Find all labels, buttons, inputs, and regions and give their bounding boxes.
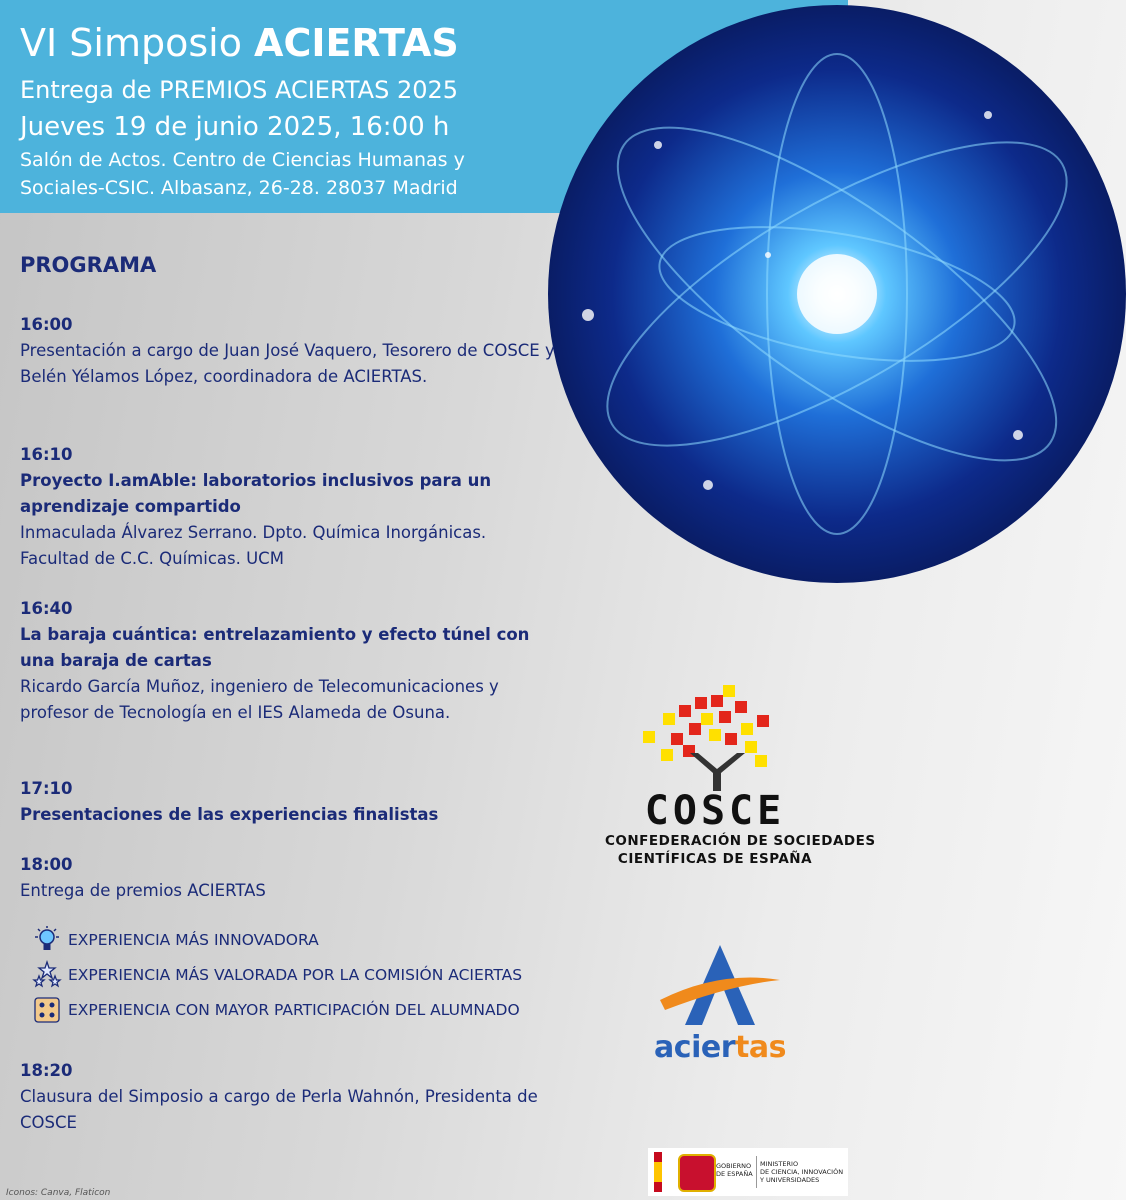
cosce-logo: [605, 683, 876, 883]
item-time: 16:00: [20, 315, 73, 334]
award-label: EXPERIENCIA MÁS VALORADA POR LA COMISIÓN ACIERTAS: [68, 965, 523, 984]
program-heading: PROGRAMA: [20, 253, 157, 277]
cosce-tree-graphic: [605, 683, 825, 793]
award-item: [32, 922, 602, 957]
group-icon: [32, 995, 62, 1025]
item-text: Inmaculada Álvarez Serrano. Dpto. Química Inorgánicas. Facultad de C.C. Químicas. UCM: [20, 523, 487, 568]
event-title: VI Simposio ACIERTAS: [20, 21, 459, 65]
program-item-1: [20, 312, 560, 390]
government-logo: [648, 1148, 848, 1196]
atom-image: [548, 5, 1126, 583]
ministry-label: MINISTERIO DE CIENCIA, INNOVACIÓN Y UNIVERSIDADES: [760, 1160, 844, 1184]
item-text: Clausura del Simposio a cargo de Perla Wahnón, Presidenta de COSCE: [20, 1087, 538, 1132]
item-title: Presentaciones de las experiencias finalistas: [20, 805, 439, 824]
item-text: Presentación a cargo de Juan José Vaquero, Tesorero de COSCE y Belén Yélamos López, coordinadora de ACIERTAS.: [20, 341, 555, 386]
gov-label: GOBIERNO DE ESPAÑA: [716, 1162, 753, 1178]
program-item-2: [20, 442, 560, 572]
icon-credit: Iconos: Canva, Flaticon: [6, 1188, 111, 1198]
aciertas-wordmark: aciertas: [654, 1030, 786, 1065]
award-item: [32, 992, 602, 1027]
stars-icon: [32, 960, 62, 990]
item-time: 18:00: [20, 855, 73, 874]
spain-flag-bar: [654, 1152, 662, 1192]
item-time: 17:10: [20, 779, 73, 798]
atom-orbits-graphic: [548, 5, 1126, 583]
item-title: La baraja cuántica: entrelazamiento y efecto túnel con una baraja de cartas: [20, 625, 530, 670]
program-item-4: [20, 776, 560, 828]
award-label: EXPERIENCIA CON MAYOR PARTICIPACIÓN DEL ALUMNADO: [68, 1000, 520, 1019]
event-date: Jueves 19 de junio 2025, 16:00 h: [20, 112, 450, 142]
program-item-6: [20, 1058, 560, 1136]
event-venue: Salón de Actos. Centro de Ciencias Humanas y Sociales-CSIC. Albasanz, 26-28. 28037 Madrid: [20, 149, 465, 199]
aciertas-a-graphic: [640, 940, 800, 1030]
coat-of-arms-icon: [678, 1154, 716, 1192]
event-subtitle: Entrega de PREMIOS ACIERTAS 2025: [20, 76, 459, 104]
cosce-wordmark: COSCE: [644, 788, 786, 834]
program-item-3: [20, 596, 560, 726]
awards-list: [32, 922, 602, 1027]
item-time: 16:40: [20, 599, 73, 618]
cosce-line-2: CIENTÍFICAS DE ESPAÑA: [617, 851, 813, 867]
item-text: Ricardo García Muñoz, ingeniero de Telecomunicaciones y profesor de Tecnología en el IES Alameda de Osuna.: [20, 677, 499, 722]
award-item: [32, 957, 602, 992]
aciertas-logo: [640, 940, 800, 1070]
item-title: Proyecto I.amAble: laboratorios inclusivos para un aprendizaje compartido: [20, 471, 492, 516]
item-time: 16:10: [20, 445, 73, 464]
gov-divider: [756, 1156, 757, 1188]
program-item-5: [20, 852, 560, 904]
award-label: EXPERIENCIA MÁS INNOVADORA: [68, 930, 319, 949]
item-time: 18:20: [20, 1061, 73, 1080]
lightbulb-icon: [32, 925, 62, 955]
cosce-line-1: CONFEDERACIÓN DE SOCIEDADES: [605, 833, 876, 849]
item-text: Entrega de premios ACIERTAS: [20, 881, 266, 900]
